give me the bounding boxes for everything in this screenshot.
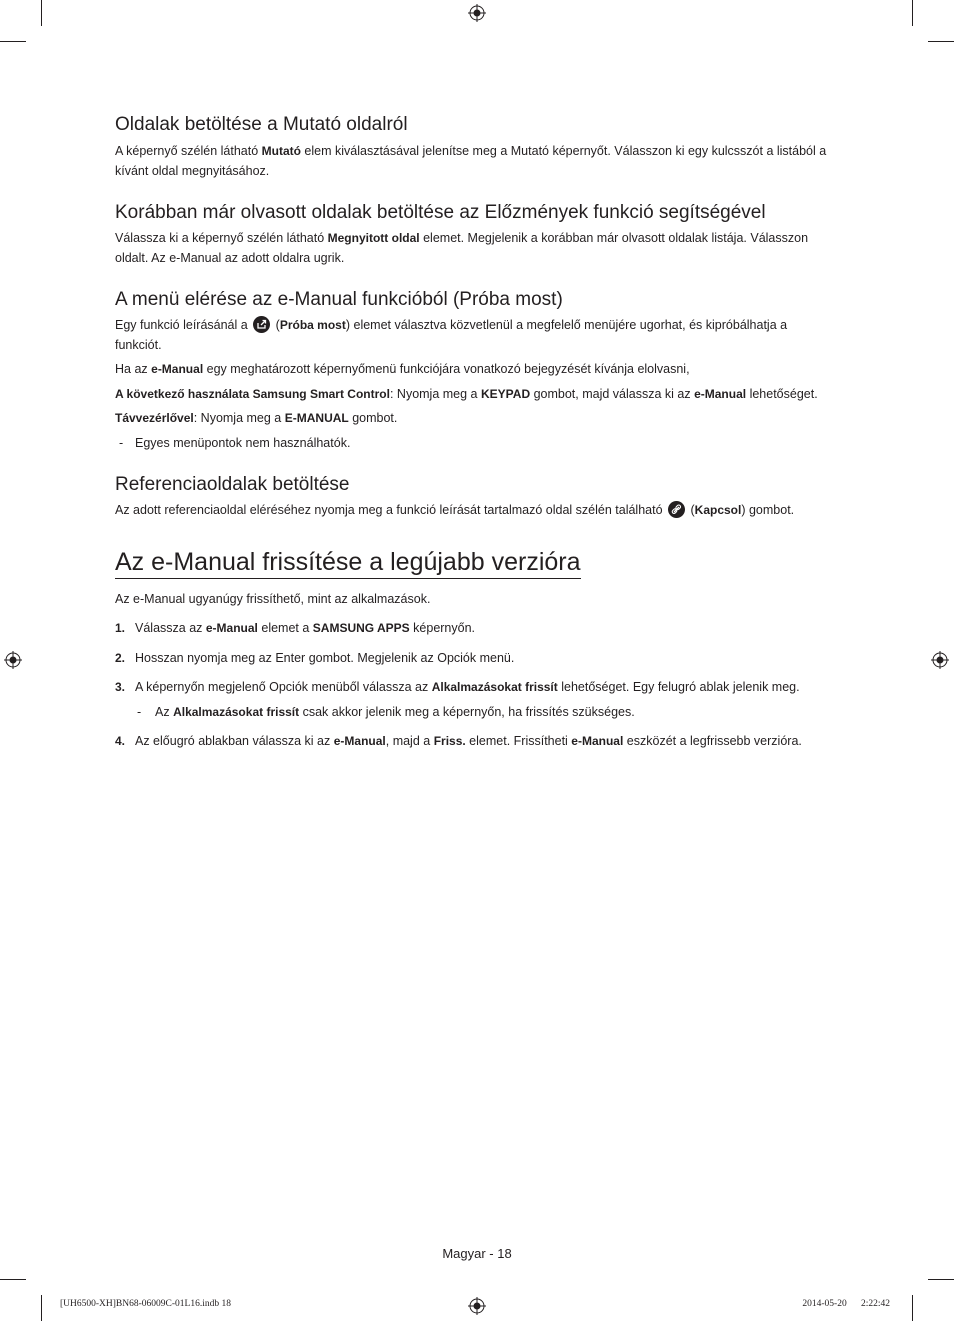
steps-list <box>115 619 835 752</box>
crop-mark <box>0 41 26 42</box>
section-text: Távvezérlővel: Nyomja meg a E-MANUAL gombot. <box>115 411 398 425</box>
crop-mark <box>41 0 42 26</box>
registration-mark-icon <box>468 1297 486 1315</box>
crop-mark <box>928 1279 954 1280</box>
list-item: - Egyes menüpontok nem használhatók. <box>119 435 351 450</box>
crop-mark <box>928 41 954 42</box>
list-item: 1. Válassza az e-Manual elemet a SAMSUNG APPS képernyőn. <box>115 621 476 635</box>
main-intro: Az e-Manual ugyanúgy frissíthető, mint az alkalmazások. <box>115 591 431 606</box>
file-name: [UH6500-XH]BN68-06009C-01L16.indb 18 <box>60 1299 231 1309</box>
page-number: Magyar - 18 <box>442 1246 512 1261</box>
section-text: A képernyő szélén látható Mutató elem kiválasztásával jelenítse meg a Mutató képernyőt. Válasszon ki egy kulcsszót a listából a kívánt oldal megnyitásához. <box>115 144 827 178</box>
section-heading-index: Oldalak betöltése a Mutató oldalról <box>115 114 408 135</box>
list-item: 3. A képernyőn megjelenő Opciók menüből válassza az Alkalmazásokat frissít lehetőséget. Egy felugró ablak jelenik meg. <box>115 680 800 694</box>
section-text: Ha az e-Manual egy meghatározott képernyőmenü funkciójára vonatkozó bejegyzését kívánja elolvasni, <box>115 362 690 376</box>
section-heading-try-now: A menü elérése az e-Manual funkcióból (Próba most) <box>115 289 563 310</box>
page-content <box>115 113 835 752</box>
crop-mark <box>912 0 913 26</box>
crop-mark <box>41 1295 42 1321</box>
main-title: Az e-Manual frissítése a legújabb verzióra <box>115 547 581 579</box>
link-icon <box>668 501 685 518</box>
crop-mark <box>912 1295 913 1321</box>
crop-mark <box>0 1279 26 1280</box>
list-item: 2. Hosszan nyomja meg az Enter gombot. Megjelenik az Opciók menü. <box>115 650 515 665</box>
section-text: A következő használata Samsung Smart Control: Nyomja meg a KEYPAD gombot, majd válassza ki az e-Manual lehetőséget. <box>115 386 818 401</box>
section-text: Válassza ki a képernyő szélén látható Megnyitott oldal elemet. Megjelenik a korábban már olvasott oldalak listája. Válasszon oldalt. Az e-Manual az adott oldalra ugrik. <box>115 231 809 265</box>
registration-mark-icon <box>468 4 486 22</box>
print-date: 2014-05-20 2:22:42 <box>802 1299 890 1309</box>
registration-mark-icon <box>931 651 949 669</box>
registration-mark-icon <box>4 651 22 669</box>
try-now-icon <box>253 316 270 333</box>
section-heading-reference: Referenciaoldalak betöltése <box>115 474 350 495</box>
list-item: 4. Az előugró ablakban válassza ki az e-Manual, majd a Friss. elemet. Frissítheti e-Manual eszközét a legfrissebb verzióra. <box>115 734 802 748</box>
section-heading-history: Korábban már olvasott oldalak betöltése az Előzmények funkció segítségével <box>115 202 766 223</box>
list-item: - Az Alkalmazásokat frissít csak akkor jelenik meg a képernyőn, ha frissítés szükséges. <box>137 704 635 719</box>
section-text: Az adott referenciaoldal eléréséhez nyomja meg a funkció leírását tartalmazó oldal szélén található (Kapcsol) gombot. <box>115 503 795 517</box>
section-text: Egy funkció leírásánál a (Próba most) elemet választva közvetlenül a megfelelő menüjére ugorhat, és kipróbálhatja a funkciót. <box>115 318 788 352</box>
